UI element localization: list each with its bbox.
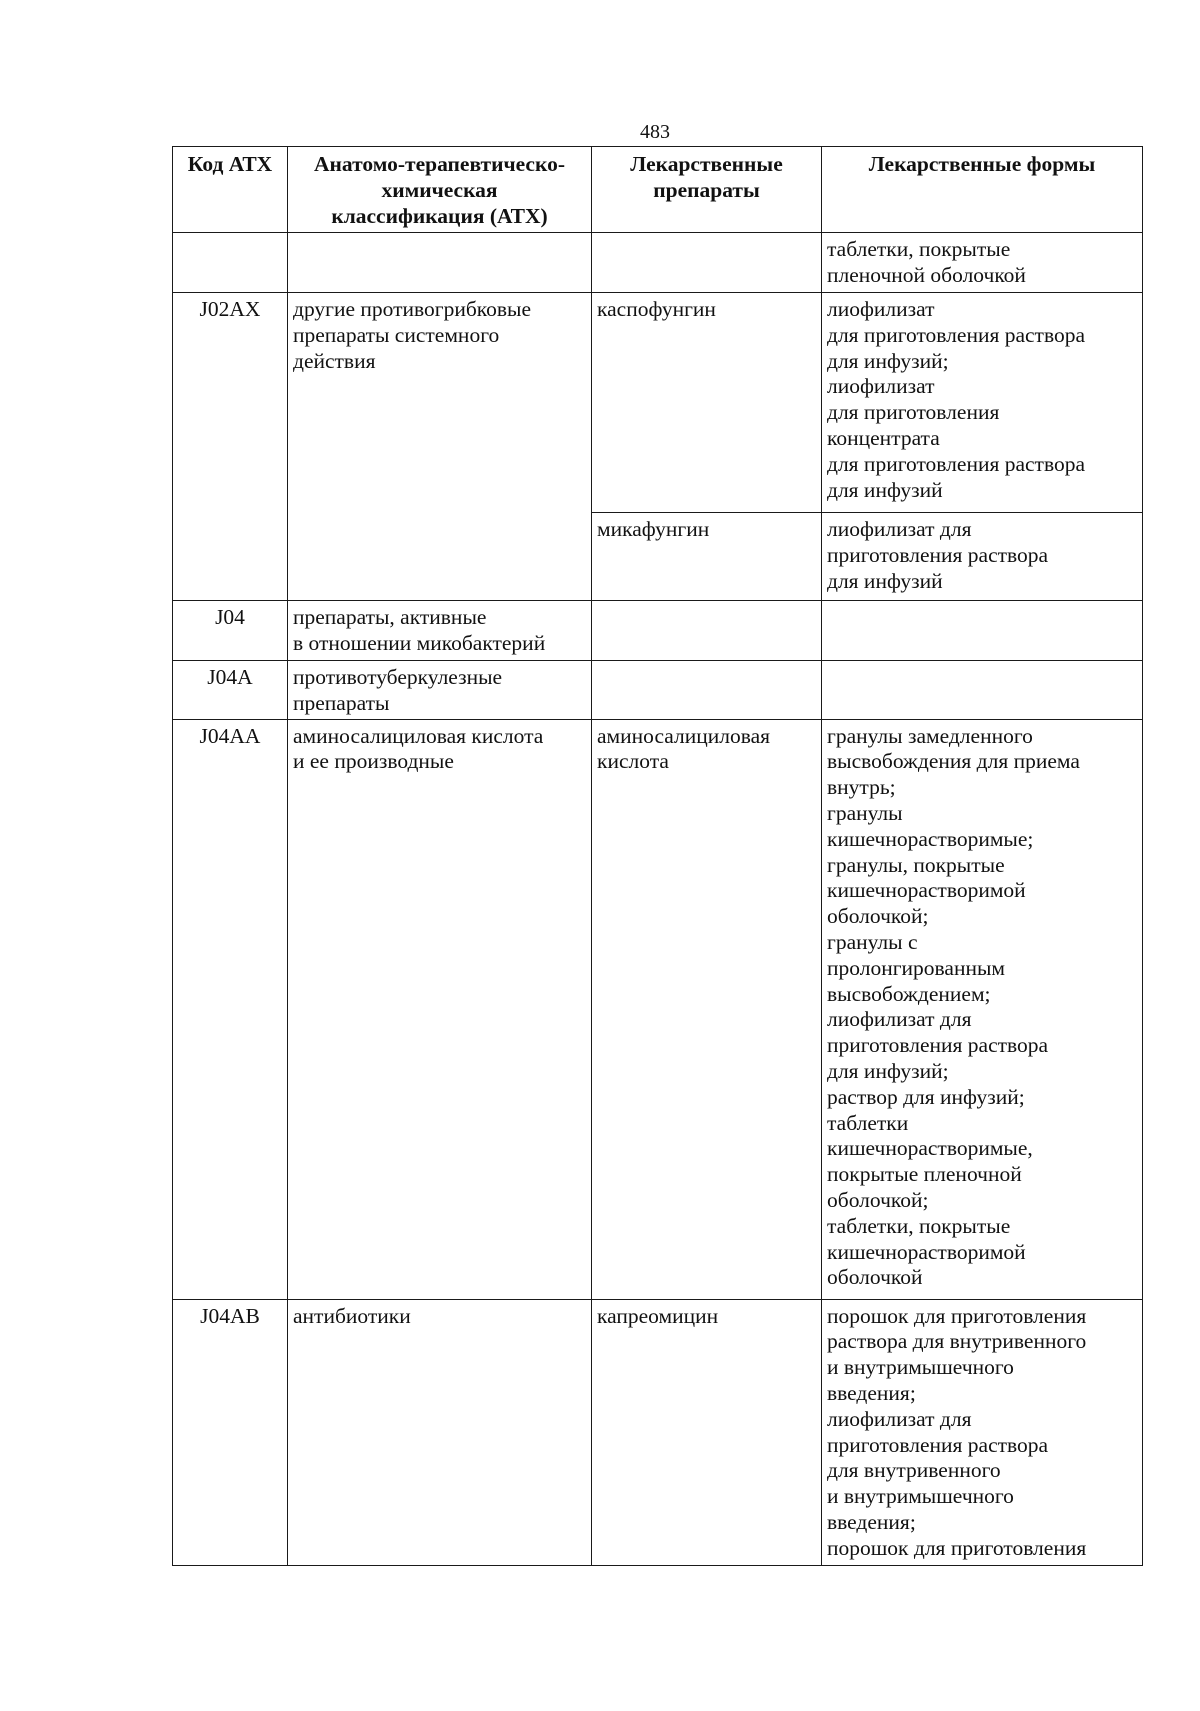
header-dosage-forms: Лекарственные формы <box>822 147 1143 233</box>
cell-atc: аминосалициловая кислота и ее производные <box>288 719 592 1299</box>
cell-drug: аминосалициловая кислота <box>592 719 822 1299</box>
table-row <box>173 293 1143 513</box>
cell-atc: противотуберкулезные препараты <box>288 661 592 720</box>
cell-atc: препараты, активные в отношении микобактерий <box>288 601 592 661</box>
header-code: Код АТХ <box>173 147 288 233</box>
cell-code: J04AA <box>173 719 288 1299</box>
cell-code: J02AX <box>173 293 288 601</box>
header-atc-classification: Анатомо-терапевтическо- химическая классификация (АТХ) <box>288 147 592 233</box>
cell-forms: лиофилизат для приготовления раствора для инфузий; лиофилизат для приготовления концентрата для приготовления раствора для инфузий <box>822 293 1143 513</box>
cell-forms: гранулы замедленного высвобождения для приема внутрь; гранулы кишечнорастворимые; гранулы, покрытые кишечнорастворимой оболочкой; гранулы с пролонгированным высвобождением; лиофилизат для приготовления раствора для инфузий; раствор для инфузий; таблетки кишечнорастворимые, покрытые пленочной оболочкой; таблетки, покрытые кишечнорастворимой оболочкой <box>822 719 1143 1299</box>
cell-drug <box>592 233 822 293</box>
cell-code: J04 <box>173 601 288 661</box>
cell-forms <box>822 601 1143 661</box>
table-row <box>173 233 1143 293</box>
cell-forms: лиофилизат для приготовления раствора для инфузий <box>822 513 1143 601</box>
cell-code: J04AB <box>173 1299 288 1565</box>
table-row <box>173 719 1143 1299</box>
table-row <box>173 1299 1143 1565</box>
cell-drug: капреомицин <box>592 1299 822 1565</box>
table-row <box>173 601 1143 661</box>
cell-drug: микафунгин <box>592 513 822 601</box>
cell-drug <box>592 601 822 661</box>
cell-drug <box>592 661 822 720</box>
cell-drug: каспофунгин <box>592 293 822 513</box>
cell-code: J04A <box>173 661 288 720</box>
cell-forms: порошок для приготовления раствора для внутривенного и внутримышечного введения; лиофилизат для приготовления раствора для внутривенного и внутримышечного введения; порошок для приготовления <box>822 1299 1143 1565</box>
page-number: 483 <box>640 121 670 143</box>
table-row <box>173 661 1143 720</box>
table-header-row <box>173 147 1143 233</box>
header-drugs: Лекарственные препараты <box>592 147 822 233</box>
cell-forms: таблетки, покрытые пленочной оболочкой <box>822 233 1143 293</box>
cell-code <box>173 233 288 293</box>
cell-atc: другие противогрибковые препараты системного действия <box>288 293 592 601</box>
cell-atc <box>288 233 592 293</box>
cell-atc: антибиотики <box>288 1299 592 1565</box>
atx-drug-table <box>172 146 1143 1566</box>
cell-forms <box>822 661 1143 720</box>
